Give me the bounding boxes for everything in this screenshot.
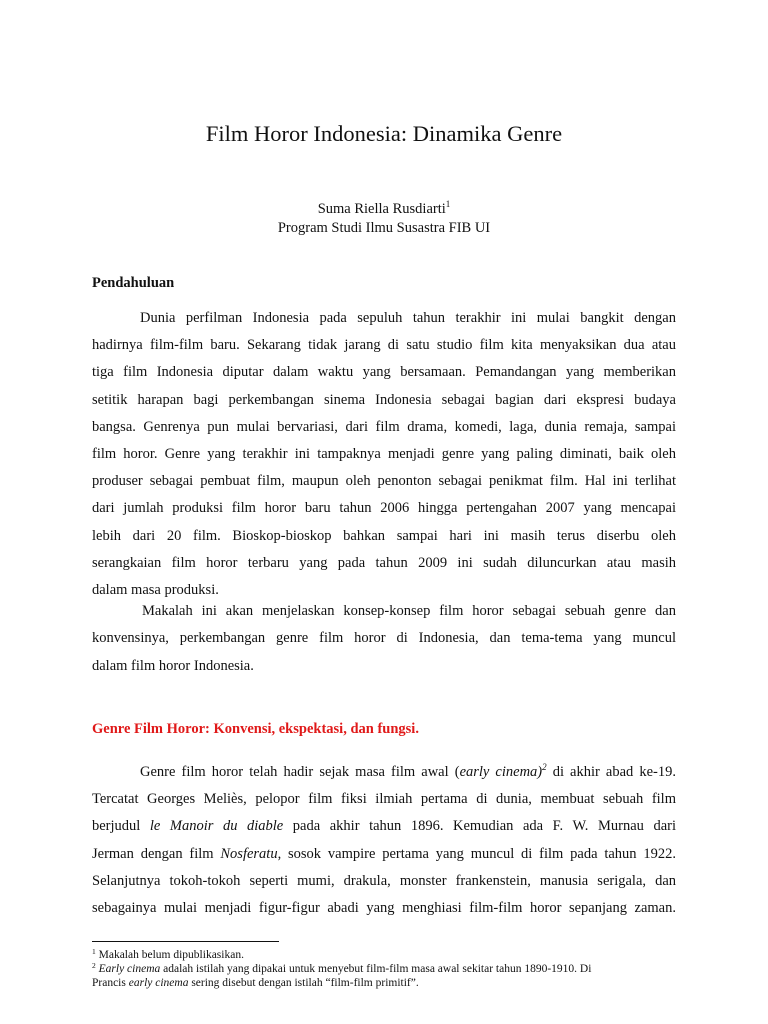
paragraph-line: dari jumlah produksi film horor baru tahun 2006 hingga pertengahan 2007 yang mencapai [92, 500, 676, 517]
paper-title: Film Horor Indonesia: Dinamika Genre [205, 121, 563, 146]
paragraph-line: dalam film horor Indonesia. [92, 657, 254, 674]
paragraph-line: tiga film Indonesia diputar dalam waktu yang bersamaan. Pemandangan yang memberikan [92, 364, 676, 381]
paragraph-line: Selanjutnya tokoh-tokoh seperti mumi, drakula, monster frankenstein, manusia serigala, dan [92, 872, 676, 889]
footnote-mark: 2 [542, 762, 547, 772]
author-block [0, 200, 768, 238]
footnote-1 [92, 948, 682, 962]
italic-run: early cinema [128, 977, 189, 989]
footnote-mark: 1 [92, 947, 96, 956]
section-heading-pendahuluan: Pendahuluan [92, 275, 175, 291]
paragraph-line: sebagainya mulai menjadi figur-figur abadi yang menghiasi film-film horor sepanjang zaman. [92, 899, 676, 916]
author-name: Suma Riella Rusdiarti [317, 201, 446, 217]
text-run: , sosok vampire pertama yang muncul di film pada tahun 1922. [277, 845, 676, 862]
footnote-separator [92, 941, 279, 942]
paragraph-line: lebih dari 20 film. Bioskop-bioskop bahkan sampai hari ini masih terus diserbu oleh [92, 527, 676, 544]
text-run: Jerman dengan film [92, 845, 221, 862]
paragraph-line: Makalah ini akan menjelaskan konsep-konsep film horor sebagai sebuah genre dan [142, 603, 676, 619]
italic-run: Early cinema [95, 963, 161, 975]
paragraph-line: setitik harapan bagi perkembangan sinema Indonesia sebagai bagian dari ekspresi budaya [92, 391, 676, 408]
paragraph-line [92, 813, 676, 840]
author-footnote-mark: 1 [445, 199, 451, 209]
paragraph-line: Dunia perfilman Indonesia pada sepuluh tahun terakhir ini mulai bangkit dengan [140, 310, 676, 326]
paragraph-intro-2 [92, 598, 676, 680]
text-run: pada akhir tahun 1896. Kemudian ada F. W. Murnau dari [283, 818, 676, 835]
footnote-2-continued [92, 976, 682, 990]
paragraph-intro-1 [92, 305, 676, 604]
text-run: di akhir abad ke-19. [546, 764, 677, 780]
italic-run: Nosferatu [220, 845, 278, 862]
italic-run: early cinema) [459, 764, 543, 780]
footnote-text: Prancis [92, 977, 129, 989]
paragraph-line: konvensinya, perkembangan genre film horor di Indonesia, dan tema-tema yang muncul [92, 630, 676, 647]
section-heading-genre: Genre Film Horor: Konvensi, ekspektasi, dan fungsi. [92, 721, 419, 737]
paragraph-line: produser sebagai pembuat film, maupun oleh penonton sebagai penikmat film. Hal ini terlihat [92, 473, 676, 490]
footnote-mark: 2 [92, 961, 96, 970]
footnote-text: sering disebut dengan istilah “film-film primitif”. [188, 977, 419, 989]
paragraph-line [92, 759, 676, 786]
italic-run: le Manoir du diable [149, 818, 284, 835]
paragraph-line: hadirnya film-film baru. Sekarang tidak jarang di satu studio film kita menyaksikan dua atau [92, 337, 676, 354]
paragraph-genre-1 [92, 759, 676, 922]
footnote-text: Makalah belum dipublikasikan. [95, 949, 244, 961]
footnote-text: adalah istilah yang dipakai untuk menyebut film-film masa awal sekitar tahun 1890-1910. Di [160, 963, 592, 975]
author-name-line [0, 200, 768, 219]
text-run: Genre film horor telah hadir sejak masa film awal ( [140, 764, 460, 780]
paragraph-line: Tercatat Georges Meliès, pelopor film fiksi ilmiah pertama di dunia, membuat sebuah film [92, 791, 676, 808]
paragraph-line: film horor. Genre yang terakhir ini tampaknya menjadi genre yang paling diminati, baik oleh [92, 445, 676, 462]
paragraph-line [92, 841, 676, 868]
text-run: berjudul [92, 818, 150, 835]
paragraph-line: dalam masa produksi. [92, 581, 219, 598]
footnote-2 [92, 962, 682, 976]
paragraph-line: bangsa. Genrenya pun mulai bervariasi, dari film drama, komedi, laga, dunia remaja, sampai [92, 418, 676, 435]
paragraph-line: serangkaian film horor terbaru yang pada tahun 2009 ini sudah diluncurkan atau masih [92, 554, 676, 571]
author-affiliation: Program Studi Ilmu Susastra FIB UI [277, 220, 491, 236]
footnotes [92, 948, 682, 990]
